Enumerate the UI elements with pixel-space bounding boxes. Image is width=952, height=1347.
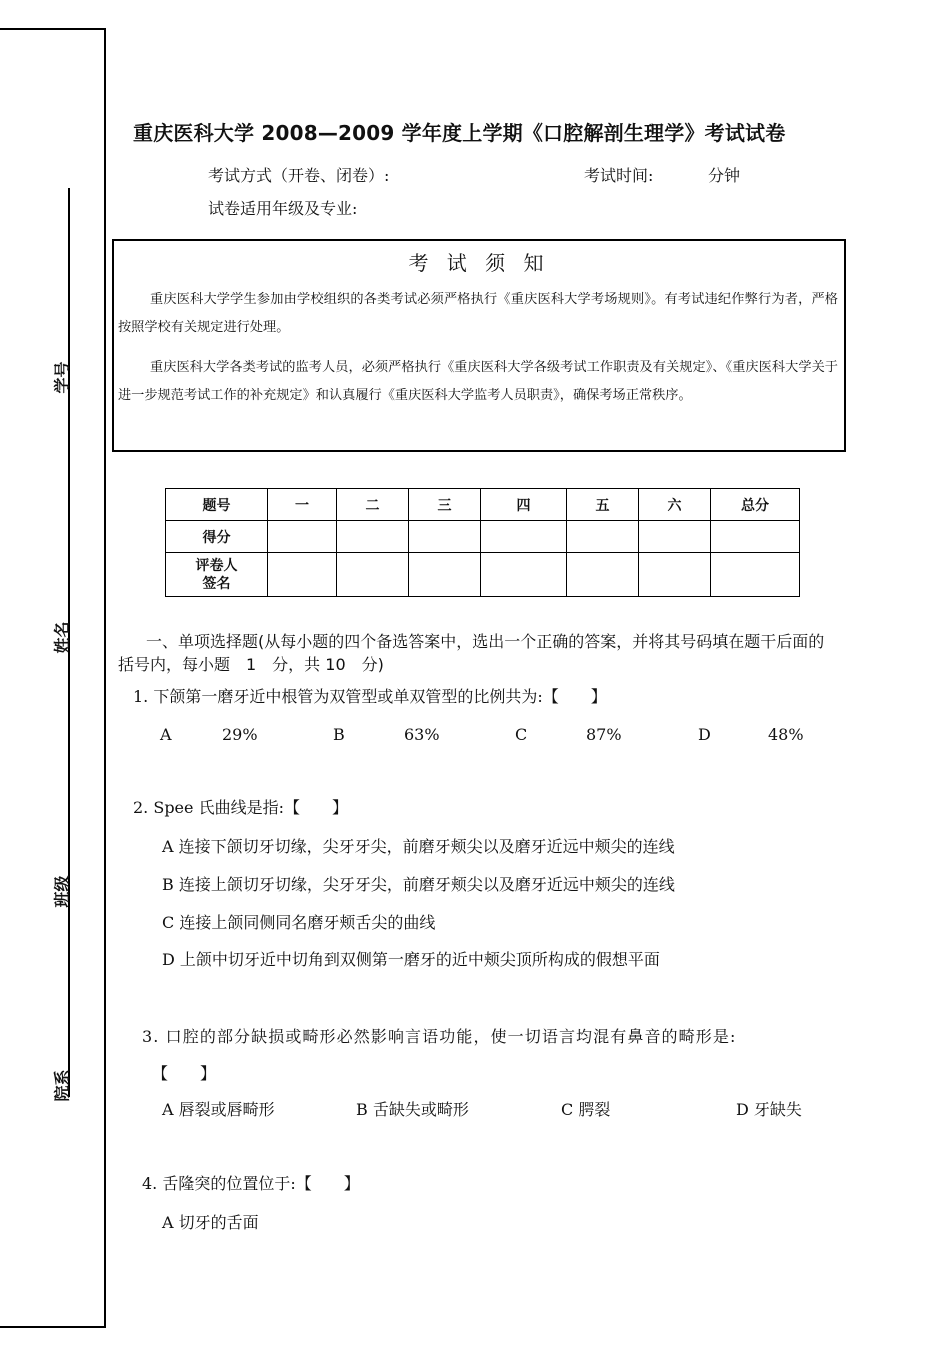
exam-title: 重庆医科大学 2008—2009 学年度上学期《口腔解剖生理学》考试试卷 <box>133 121 786 145</box>
q4-option-a: A 切牙的舌面 <box>162 1213 259 1232</box>
grader-cell <box>268 553 337 597</box>
score-cell <box>409 521 481 553</box>
score-cell <box>268 521 337 553</box>
q1-option-a-text: 29% <box>222 725 258 744</box>
exam-mode: 考试方式（开卷、闭卷）: <box>208 166 390 185</box>
q1-option-a-letter: A <box>160 725 172 744</box>
class-label: 班级 <box>52 875 72 908</box>
q1-option-c-text: 87% <box>586 725 622 744</box>
q2-option-d: D 上颌中切牙近中切角到双侧第一磨牙的近中颊尖顶所构成的假想平面 <box>162 950 660 969</box>
department-line <box>68 902 70 1097</box>
grader-cell <box>711 553 800 597</box>
grader-cell <box>639 553 711 597</box>
q3-option-b: B 舌缺失或畸形 <box>356 1100 469 1119</box>
q2-option-b: B 连接上颌切牙切缘，尖牙牙尖，前磨牙颊尖以及磨牙近远中颊尖的连线 <box>162 875 675 894</box>
exam-time-label: 考试时间: <box>584 166 654 185</box>
score-table-header-row <box>166 489 800 521</box>
q1-option-d-letter: D <box>698 725 711 744</box>
score-cell <box>567 521 639 553</box>
question-1-stem: 1. 下颌第一磨牙近中根管为双管型或单双管型的比例共为:【 】 <box>133 687 607 706</box>
header-cell: 三 <box>409 489 481 521</box>
q2-option-a: A 连接下颌切牙切缘，尖牙牙尖，前磨牙颊尖以及磨牙近远中颊尖的连线 <box>162 837 675 856</box>
grader-cell <box>481 553 567 597</box>
grader-row-label <box>166 553 268 597</box>
grader-cell <box>409 553 481 597</box>
header-cell: 总分 <box>711 489 800 521</box>
exam-notice-box <box>112 239 846 452</box>
score-cell <box>711 521 800 553</box>
grader-cell <box>567 553 639 597</box>
exam-time-unit: 分钟 <box>708 166 741 185</box>
header-cell: 题号 <box>166 489 268 521</box>
q3-option-a: A 唇裂或唇畸形 <box>162 1100 275 1119</box>
score-row-label: 得分 <box>166 521 268 553</box>
name-label: 姓名 <box>52 621 72 654</box>
header-cell: 一 <box>268 489 337 521</box>
q1-option-b-letter: B <box>333 725 345 744</box>
header-cell: 四 <box>481 489 567 521</box>
header-cell: 二 <box>337 489 409 521</box>
notice-paragraph-2: 重庆医科大学各类考试的监考人员，必须严格执行《重庆医科大学各级考试工作职责及有关规定》、《重庆医科大学关于进一步规范考试工作的补充规定》和认真履行《重庆医科大学监考人员职责》，确保考场正常秩序。 <box>118 360 838 403</box>
question-3-bracket: 【 】 <box>152 1064 217 1083</box>
question-3-stem: 3. 口腔的部分缺损或畸形必然影响言语功能，使一切语言均混有鼻音的畸形是: <box>142 1027 737 1046</box>
q1-option-b-text: 63% <box>404 725 440 744</box>
q1-option-c-letter: C <box>515 725 528 744</box>
department-label: 院系 <box>52 1069 72 1102</box>
score-row <box>166 521 800 553</box>
section-1-heading: 一、单项选择题(从每小题的四个备选答案中，选出一个正确的答案，并将其号码填在题干后面的括号内，每小题 1 分，共 10 分) <box>118 632 825 674</box>
class-line <box>68 648 70 902</box>
header-cell: 六 <box>639 489 711 521</box>
grader-label-line1: 评卷人 <box>195 557 238 574</box>
q2-option-c: C 连接上颌同侧同名磨牙颊舌尖的曲线 <box>162 913 436 932</box>
score-cell <box>639 521 711 553</box>
score-cell <box>337 521 409 553</box>
notice-paragraph-1: 重庆医科大学学生参加由学校组织的各类考试必须严格执行《重庆医科大学考场规则》。有考试违纪作弊行为者，严格按照学校有关规定进行处理。 <box>118 292 838 335</box>
q1-option-d-text: 48% <box>768 725 804 744</box>
score-table <box>165 488 800 597</box>
binding-margin <box>0 28 106 1328</box>
header-cell: 五 <box>567 489 639 521</box>
grader-cell <box>337 553 409 597</box>
q3-option-c: C 腭裂 <box>561 1100 611 1119</box>
grader-row <box>166 553 800 597</box>
grader-label-line2: 签名 <box>202 575 231 592</box>
name-line <box>68 398 70 648</box>
student-id-label: 学号 <box>52 361 72 394</box>
q3-option-d: D 牙缺失 <box>736 1100 802 1119</box>
score-cell <box>481 521 567 553</box>
question-2-stem: 2. Spee 氏曲线是指:【 】 <box>133 798 348 817</box>
applicable-grade: 试卷适用年级及专业: <box>208 199 358 218</box>
question-4-stem: 4. 舌隆突的位置位于:【 】 <box>142 1174 360 1193</box>
notice-title: 考 试 须 知 <box>408 251 550 275</box>
